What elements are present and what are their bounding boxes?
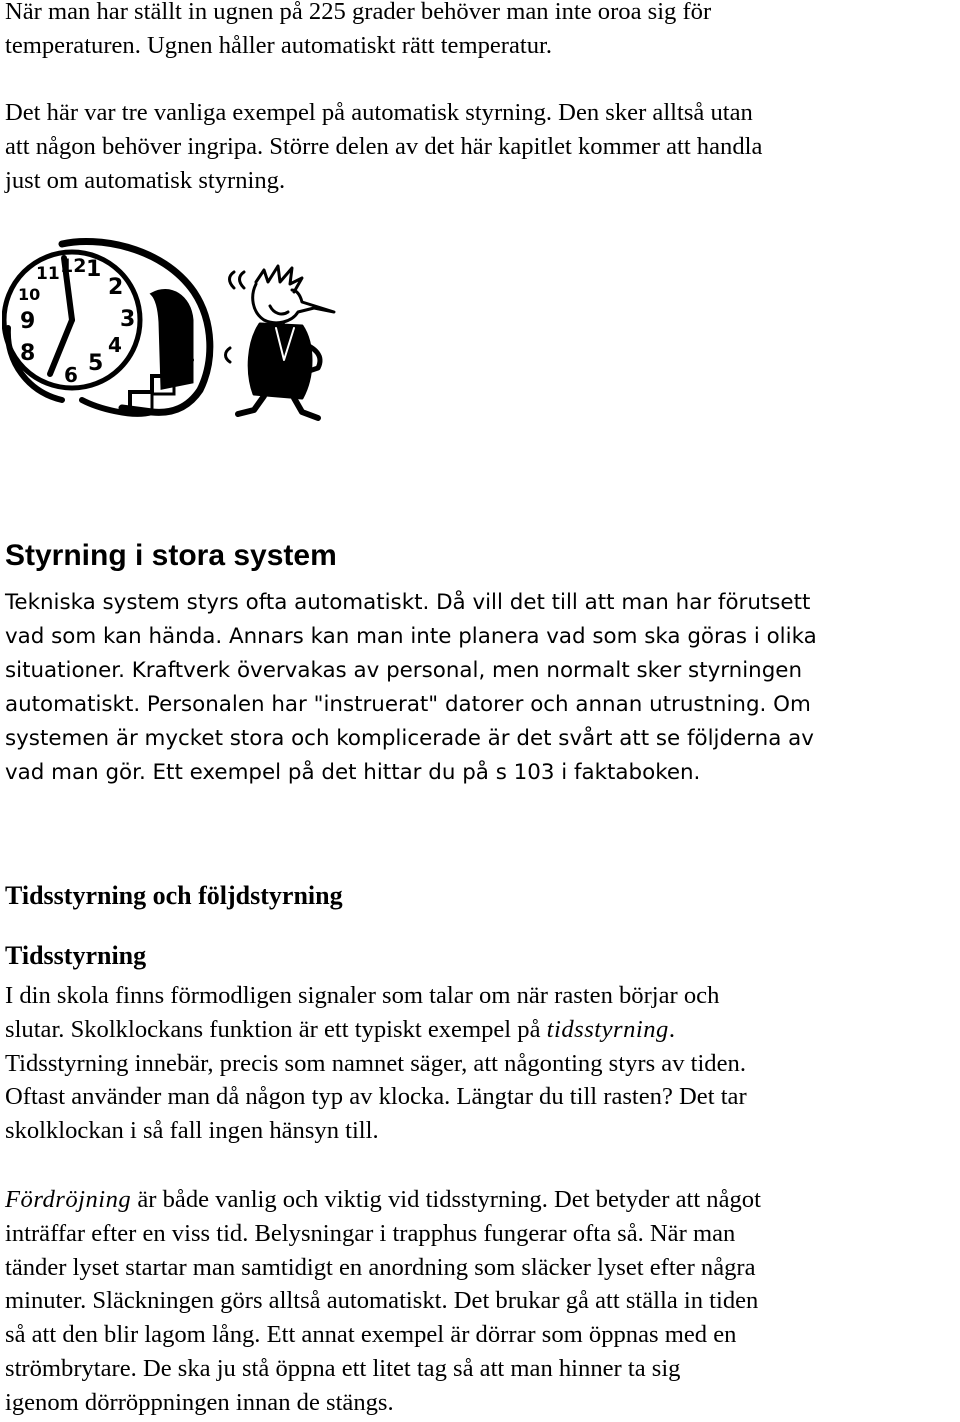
text-line: att någon behöver ingripa. Större delen av det här kapitlet kommer att handla bbox=[5, 132, 763, 160]
time-control-paragraph-2 bbox=[5, 1183, 955, 1420]
text-fragment: slutar. Skolklockans funktion är ett typiskt exempel på bbox=[5, 1015, 547, 1043]
time-control-paragraph-1 bbox=[5, 979, 955, 1148]
text-fragment: . bbox=[668, 1015, 675, 1043]
term-tidsstyrning: tidsstyrning bbox=[546, 1015, 669, 1043]
section-heading-large-systems: Styrning i stora system bbox=[5, 539, 337, 572]
text-line: igenom dörröppningen innan de stängs. bbox=[5, 1388, 394, 1416]
text-line: skolklockan i så fall ingen hänsyn till. bbox=[5, 1117, 379, 1145]
text-fragment: är både vanlig och viktig vid tidsstyrning. Det betyder att något bbox=[131, 1186, 761, 1213]
clock-and-man-illustration bbox=[2, 232, 342, 422]
text-line bbox=[5, 1013, 955, 1047]
clock-numeral: 6 bbox=[64, 363, 78, 387]
text-line: just om automatisk styrning. bbox=[5, 166, 286, 194]
text-line: tänder lyset startar man samtidigt en anordning som släcker lyset efter några bbox=[5, 1253, 756, 1281]
clock-numeral: 5 bbox=[88, 351, 104, 376]
text-line: situationer. Kraftverk övervakas av personal, men normalt sker styrningen bbox=[5, 658, 803, 683]
text-line: systemen är mycket stora och komplicerade är det svårt att se följderna av bbox=[5, 726, 814, 751]
clock-numeral: 10 bbox=[18, 285, 41, 304]
text-line: Tekniska system styrs ofta automatiskt. Då vill det till att man har förutsett bbox=[5, 590, 811, 615]
text-line: vad man gör. Ett exempel på det hittar du på s 103 i faktaboken. bbox=[5, 760, 701, 785]
clock-numeral: 4 bbox=[108, 333, 122, 357]
text-line: så att den blir lagom lång. Ett annat exempel är dörrar som öppnas med en bbox=[5, 1321, 737, 1349]
section-heading-time-control: Tidsstyrning och följdstyrning bbox=[5, 881, 343, 910]
intro-paragraph-1 bbox=[5, 0, 955, 63]
text-line: Tidsstyrning innebär, precis som namnet säger, att någonting styrs av tiden. bbox=[5, 1049, 746, 1077]
text-line: När man har ställt in ugnen på 225 grader behöver man inte oroa sig för bbox=[5, 0, 712, 25]
text-line: strömbrytare. De ska ju stå öppna ett litet tag så att man hinner ta sig bbox=[5, 1354, 681, 1382]
clock-numeral: 1 bbox=[86, 257, 102, 282]
term-fordrojning: Fördröjning bbox=[5, 1186, 132, 1213]
clock-numeral: 11 bbox=[36, 264, 60, 284]
text-line: minuter. Släckningen görs alltså automatiskt. Det brukar gå att ställa in tiden bbox=[5, 1287, 759, 1315]
subsection-heading-time-control: Tidsstyrning bbox=[5, 941, 147, 970]
clock-numeral: 3 bbox=[120, 307, 136, 332]
text-line bbox=[5, 1183, 955, 1217]
clock-numeral: 2 bbox=[108, 275, 124, 300]
intro-paragraph-2 bbox=[5, 96, 955, 197]
text-line: Det här var tre vanliga exempel på automatisk styrning. Den sker alltså utan bbox=[5, 99, 753, 126]
text-line: inträffar efter en viss tid. Belysningar i trapphus fungerar ofta så. När man bbox=[5, 1219, 736, 1247]
text-line: vad som kan hända. Annars kan man inte planera vad som ska göras i olika bbox=[5, 624, 817, 649]
stressed-man-icon bbox=[226, 266, 335, 418]
clock-numeral: 12 bbox=[60, 255, 87, 277]
clock-numeral: 9 bbox=[20, 309, 36, 334]
text-line: automatiskt. Personalen har "instruerat" datorer och annan utrustning. Om bbox=[5, 692, 811, 717]
text-line: temperaturen. Ugnen håller automatiskt rätt temperatur. bbox=[5, 31, 553, 59]
text-line: I din skola finns förmodligen signaler som talar om när rasten börjar och bbox=[5, 982, 720, 1009]
clock-numeral: 8 bbox=[20, 341, 36, 366]
large-systems-paragraph bbox=[5, 586, 955, 790]
text-line: Oftast använder man då någon typ av klocka. Längtar du till rasten? Det tar bbox=[5, 1083, 747, 1111]
